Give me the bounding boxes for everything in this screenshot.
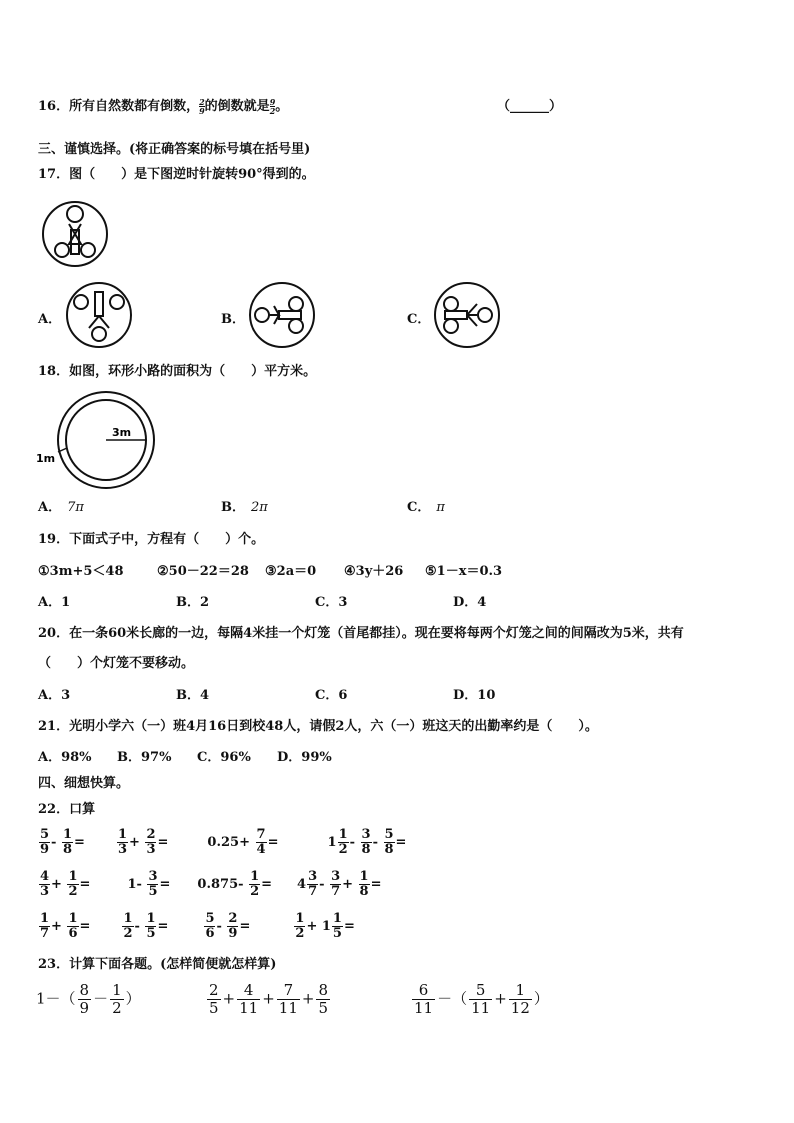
q16-frac-den: 9 [199,106,205,116]
q20-option-a[interactable]: A．3 [38,688,71,703]
q16-line [38,98,288,115]
q18-option-c-label: C． [407,500,431,515]
q20-line-1: 20．在一条60米长廊的一边，每隔4米挂一个灯笼（首尾都挂）。现在要将每两个灯笼之间的间隔改为5米，共有 [38,626,684,641]
q18-option-b-label: B． [221,500,245,515]
q19-option-d[interactable]: D．4 [453,595,487,610]
q18-option-b-value: 2π [251,500,268,515]
small-circle [74,295,88,309]
q19-option-c[interactable]: C．3 [315,595,348,610]
stem-rect [445,311,467,319]
q17-text: 17．图（ ）是下图逆时针旋转90°得到的。 [38,167,315,182]
small-circle [110,295,124,309]
stem-rect [279,311,301,319]
bottom-left-circle [55,243,69,257]
q18-option-c[interactable] [407,500,445,516]
small-circle [255,308,269,322]
q18-option-a-value: 7π [67,500,84,515]
q16-answer-blank[interactable]: （______） [497,99,563,114]
stem-rect [95,292,103,316]
section-3-heading: 三、谨慎选择。(将正确答案的标号填在括号里) [38,142,311,157]
q16-end: 。 [275,99,289,114]
q20-option-d[interactable]: D．10 [453,688,496,703]
q19-item-5: ⑤1－x＝0.3 [425,564,503,579]
q16-pre: 16．所有自然数都有倒数， [38,99,200,114]
outer-circle [250,283,314,347]
q21-option-c[interactable]: C．96% [197,750,251,765]
q20-option-c[interactable]: C．6 [315,688,348,703]
top-small-circle [67,206,83,222]
q23-expr-2: $\frac{2}{5}$ + $\frac{4}{11}$ + $\frac{7}{11}$ + $\frac{8}{5}$ [209,981,329,1017]
q19-option-b[interactable]: B．2 [176,595,210,610]
q18-ring-figure [34,390,158,494]
q17-option-c-label[interactable]: C． [407,312,431,327]
q22-row-3: $\frac{1}{7}$ + $\frac{1}{6}$ = $\frac{1}{2}$ - $\frac{1}{5}$ = $\frac{5}{6}$ - $\frac{2}{9}$ = $\frac{1}{2}$ + 1 $\frac{1}{5}$ = [40,911,355,941]
q21-text: 21．光明小学六（一）班4月16日到校48人，请假2人，六（一）班这天的出勤率约是（ ）。 [38,719,598,734]
y-shape [467,304,477,326]
q18-option-b[interactable] [221,500,268,516]
small-circle [444,297,458,311]
q18-option-a-label: A． [38,500,62,515]
bottom-right-circle [81,243,95,257]
q19-item-2: ②50－22＝28 [157,564,249,579]
q16-mid: 的倒数就是 [204,99,270,114]
small-circle [289,297,303,311]
q23-title: 23．计算下面各题。(怎样简便就怎样算) [38,957,277,972]
q23-expr-3: $\frac{6}{11}$ －（ $\frac{5}{11}$ + $\frac{1}{12}$ ） [414,981,549,1017]
small-circle [92,327,106,341]
q21-option-b[interactable]: B．97% [117,750,172,765]
q18-option-c-value: π [436,500,445,515]
small-circle [478,308,492,322]
q23-expr-1: 1－（ $\frac{8}{9}$ － $\frac{1}{2}$ ） [36,981,141,1017]
section-4-heading: 四、细想快算。 [38,776,130,791]
q16-frac2-den: 2 [269,106,276,116]
q21-option-d[interactable]: D．99% [277,750,332,765]
q22-row-2: $\frac{4}{3}$ + $\frac{1}{2}$ = 1- $\frac{3}{5}$ = 0.875- $\frac{1}{2}$ = 4 $\frac{3}{7}$ - $\frac{3}{7}$ + $\frac{1}{8}$ = [40,869,382,899]
q22-row-1: $\frac{5}{9}$ - $\frac{1}{8}$ = $\frac{1}{3}$ + $\frac{2}{3}$ = 0.25+ $\frac{7}{4}$ = 1 $\frac{1}{2}$ - $\frac{3}{8}$ - $\frac{5}{8}$ = [40,827,407,857]
small-circle [289,319,303,333]
q17-option-c-figure[interactable] [431,282,503,350]
label-3m: 3m [112,426,132,439]
q22-title: 22．口算 [38,802,96,817]
q20-line-2: （ ）个灯笼不要移动。 [38,656,195,671]
q17-option-b-figure[interactable] [246,282,318,350]
q19-item-4: ④3y＋26 [344,564,404,579]
q18-option-a[interactable] [38,500,84,516]
y-shape [269,306,279,324]
q16-frac2-num: 9 [269,97,276,107]
label-1m: 1m [36,452,56,465]
small-circle [444,319,458,333]
q19-text: 19．下面式子中，方程有（ ）个。 [38,532,265,547]
q19-item-3: ③2a＝0 [265,564,317,579]
q19-option-a[interactable]: A．1 [38,595,71,610]
q21-option-a[interactable]: A．98% [38,750,92,765]
q17-option-a-label[interactable]: A． [38,312,62,327]
q17-option-a-figure[interactable] [64,282,136,350]
q16-frac-num: 2 [199,97,205,107]
q19-item-1: ①3m+5＜48 [38,564,124,579]
q17-original-figure [40,200,112,270]
q20-option-b[interactable]: B．4 [176,688,210,703]
q17-option-b-label[interactable]: B． [221,312,245,327]
q18-text: 18．如图，环形小路的面积为（ ）平方米。 [38,364,317,379]
